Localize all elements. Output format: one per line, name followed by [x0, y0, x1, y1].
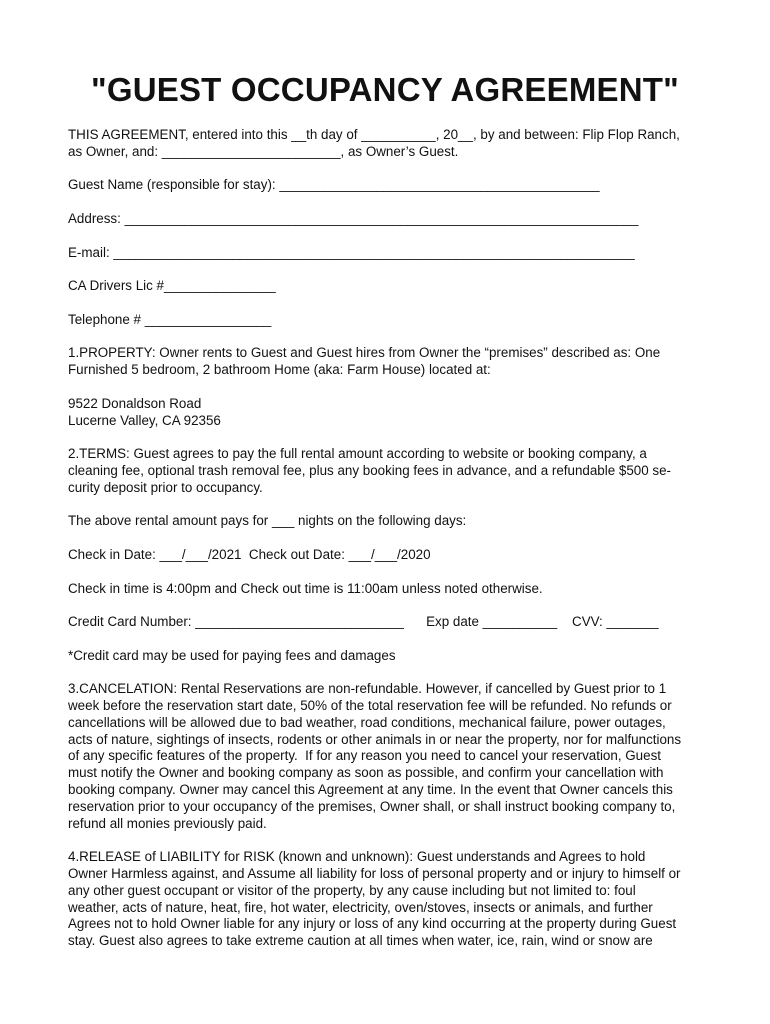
dates-line: Check in Date: ___/___/2021 Check out Date: ___/___/2020 — [68, 546, 431, 562]
property-address — [68, 396, 708, 430]
cancelation-line: reservation prior to your occupancy of the premises, Owner shall, or shall instruct booking company to, — [68, 798, 676, 814]
nights-line: The above rental amount pays for ___ nights on the following days: — [68, 513, 467, 529]
cancelation-line: cancellations will be allowed due to bad weather, road conditions, mechanical failure, power outages, — [68, 714, 666, 730]
cancelation-line: acts of nature, sightings of insects, rodents or other animals in or near the property, nor for malfunctions — [68, 731, 682, 747]
property-paragraph — [68, 345, 708, 379]
release-line: Owner Harmless against, and Assume all liability for loss of personal property and or injury to himself or — [68, 866, 681, 882]
intro-line: as Owner, and: ________________________, as Owner’s Guest. — [68, 143, 459, 159]
terms-line: curity deposit prior to occupancy. — [68, 479, 263, 495]
cancelation-line: of any specific features of the property. If for any reason you need to cancel your reservation, Guest — [68, 748, 661, 764]
release-line: weather, acts of nature, heat, fire, hot water, electricity, oven/stoves, insects or animals, and further — [68, 899, 653, 915]
address-field: Address: _____________________________________________________________________ — [68, 210, 639, 226]
cancelation-line: week before the reservation start date, 50% of the total reservation fee will be refunded. No refunds or — [68, 698, 672, 714]
terms-line: cleaning fee, optional trash removal fee, plus any booking fees in advance, and a refundable $500 se- — [68, 462, 671, 478]
cancelation-line: booking company. Owner may cancel this Agreement at any time. In the event that Owner cancels this — [68, 782, 673, 798]
checkin-times-line: Check in time is 4:00pm and Check out time is 11:00am unless noted otherwise. — [68, 580, 543, 596]
drivers-license-field: CA Drivers Lic #_______________ — [68, 278, 276, 294]
cancelation-line: refund all monies previously paid. — [68, 815, 267, 831]
release-line: Agrees not to hold Owner liable for any injury or loss of any kind occurring at the property during Guest — [68, 916, 677, 932]
release-line: 4.RELEASE of LIABILITY for RISK (known and unknown): Guest understands and Agrees to hold — [68, 849, 646, 865]
intro-line: THIS AGREEMENT, entered into this __th day of __________, 20__, by and between: Flip Flop Ranch, — [68, 127, 680, 142]
cancelation-line: must notify the Owner and booking company as soon as possible, and confirm your cancellation with — [68, 765, 664, 781]
property-line: Furnished 5 bedroom, 2 bathroom Home (aka: Farm House) located at: — [68, 362, 491, 378]
release-line: any other guest occupant or visitor of the property, by any cause including but not limited to: foul — [68, 882, 636, 898]
document-body — [68, 127, 708, 967]
document-title: "GUEST OCCUPANCY AGREEMENT" — [91, 71, 679, 108]
telephone-field: Telephone # _________________ — [68, 311, 272, 327]
cancelation-paragraph — [68, 681, 708, 832]
credit-card-line: Credit Card Number: ____________________________ Exp date __________ CVV: _______ — [68, 614, 659, 630]
email-field: E-mail: ______________________________________________________________________ — [68, 244, 635, 260]
release-paragraph — [68, 849, 708, 950]
property-city: Lucerne Valley, CA 92356 — [68, 412, 221, 428]
guest-name-field: Guest Name (responsible for stay): ___________________________________________ — [68, 177, 600, 193]
terms-paragraph — [68, 446, 708, 496]
property-line: 1.PROPERTY: Owner rents to Guest and Guest hires from Owner the “premises” described as: One — [68, 345, 661, 361]
credit-card-note: *Credit card may be used for paying fees and damages — [68, 647, 396, 663]
property-street: 9522 Donaldson Road — [68, 395, 202, 411]
terms-line: 2.TERMS: Guest agrees to pay the full rental amount according to website or booking company, a — [68, 446, 647, 462]
cancelation-line: 3.CANCELATION: Rental Reservations are non-refundable. However, if cancelled by Guest prior to 1 — [68, 681, 667, 697]
release-line: stay. Guest also agrees to take extreme caution at all times when water, ice, rain, wind or snow are — [68, 933, 653, 949]
intro-paragraph — [68, 127, 708, 161]
